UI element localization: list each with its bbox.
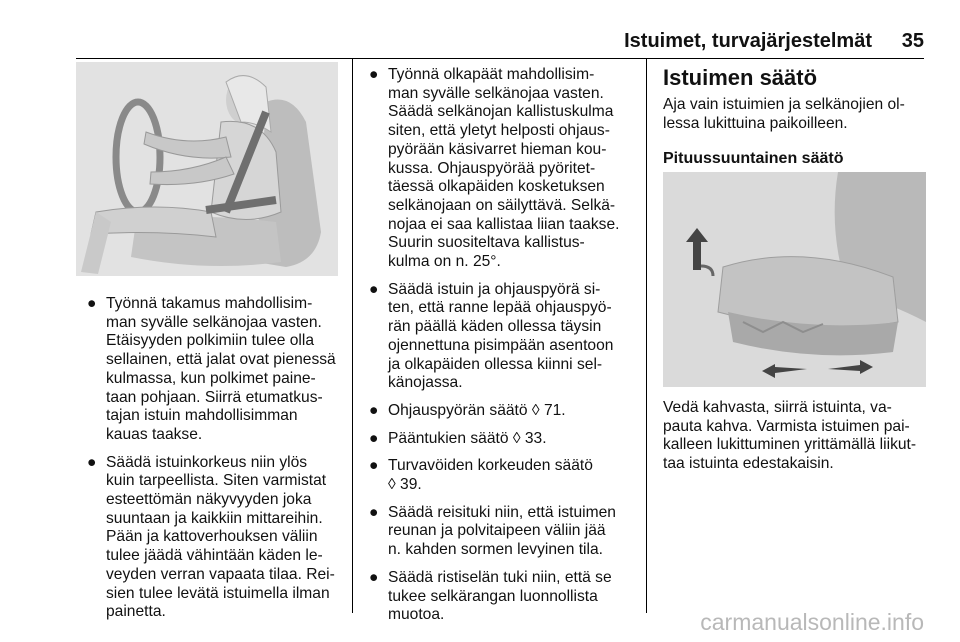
list-item-text: Säädä reisituki niin, että istuimen reunan ja polvitaipeen väliin jää n. kahden sormen levyinen tila. bbox=[388, 503, 616, 559]
column-divider-right bbox=[646, 58, 647, 613]
bullet-icon: ● bbox=[369, 401, 379, 419]
list-item-text: Ohjauspyörän säätö ◊ 71. bbox=[388, 401, 566, 419]
bullet-icon: ● bbox=[369, 568, 379, 586]
right-column bbox=[663, 66, 931, 169]
intro-paragraph: Aja vain istuimien ja selkänojien ol- lessa lukittuina paikoilleen. bbox=[663, 96, 905, 132]
page-number: 35 bbox=[901, 30, 924, 52]
list-item-text: Säädä ristiselän tuki niin, että se tukee selkärangan luonnollista muotoa. bbox=[388, 568, 612, 624]
bullet-icon: ● bbox=[369, 457, 379, 475]
left-bullet-list bbox=[82, 295, 348, 622]
list-item bbox=[364, 457, 644, 494]
list-item bbox=[82, 454, 348, 622]
list-item-text: Säädä istuinkorkeus niin ylös kuin tarpeellista. Siten varmistat esteettömän näkyvyyden joka suuntaan ja kaikkiin mittareihin. Pään ja kattoverhouksen väliin tulee jäädä vähintään käden le- veyden verran vapaata tilaa. Rei- sien tulee levätä istuimella ilman painetta. bbox=[106, 453, 335, 621]
right-column-body bbox=[663, 399, 931, 474]
bullet-icon: ● bbox=[369, 280, 379, 298]
list-item-text: Turvavöiden korkeuden säätö ◊ 39. bbox=[388, 457, 593, 494]
list-item bbox=[364, 504, 644, 560]
list-item-text: Pääntukien säätö ◊ 33. bbox=[388, 429, 547, 447]
middle-bullet-list bbox=[364, 66, 644, 625]
bullet-icon: ● bbox=[369, 503, 379, 521]
seat-adjustment-illustration bbox=[663, 172, 926, 387]
list-item bbox=[364, 569, 644, 625]
left-column bbox=[82, 295, 348, 631]
list-item-text: Työnnä olkapäät mahdollisim- man syvälle selkänojaa vasten. Säädä selkänojan kallistuskulma siten, että yletyt helposti ohjaus- pyörään käsivarret hieman kou- kussa. Ohjauspyörää pyöritet- täessä olkapäiden kosketuksen selkänojaan on säilyttävä. Selkä- nojaa ei saa kallistaa liian taakse. Suurin suositeltava kallistus- kulma on n. 25°. bbox=[388, 66, 620, 271]
list-item bbox=[364, 281, 644, 393]
watermark: carmanualsonline.info bbox=[700, 609, 924, 635]
driver-posture-illustration bbox=[76, 62, 338, 276]
header-rule bbox=[76, 58, 924, 59]
running-header-title: Istuimet, turvajärjestelmät bbox=[624, 30, 872, 52]
list-item bbox=[364, 402, 644, 421]
list-item-text: Työnnä takamus mahdollisim- man syvälle selkänojaa vasten. Etäisyyden polkimiin tulee olla sellainen, että jalat ovat pienessä kulmassa, kun polkimet paine- taan pohjaan. Siirrä etumatkus- tajan istuin mahdollisimman kauas taakse. bbox=[106, 295, 336, 443]
middle-column bbox=[364, 66, 644, 634]
bullet-icon: ● bbox=[369, 66, 379, 83]
body-paragraph: Vedä kahvasta, siirrä istuinta, va- pauta kahva. Varmista istuimen pai- kalleen lukittuminen yrittämällä liikut- taa istuinta edestakaisin. bbox=[663, 399, 917, 473]
bullet-icon: ● bbox=[87, 295, 97, 312]
bullet-icon: ● bbox=[369, 429, 379, 447]
list-item bbox=[82, 295, 348, 445]
list-item-text: Säädä istuin ja ohjauspyörä si- ten, että ranne lepää ohjauspyö- rän päällä käden ollessa täysin ojennettuna pisimpään asentoon ja olkapäiden ollessa kiinni sel- känojassa. bbox=[388, 280, 614, 392]
column-divider-left bbox=[352, 58, 353, 613]
subsection-heading: Pituussuuntainen säätö bbox=[663, 150, 844, 168]
section-heading: Istuimen säätö bbox=[663, 65, 818, 90]
bullet-icon: ● bbox=[87, 453, 97, 471]
list-item bbox=[364, 66, 644, 272]
list-item bbox=[364, 430, 644, 449]
